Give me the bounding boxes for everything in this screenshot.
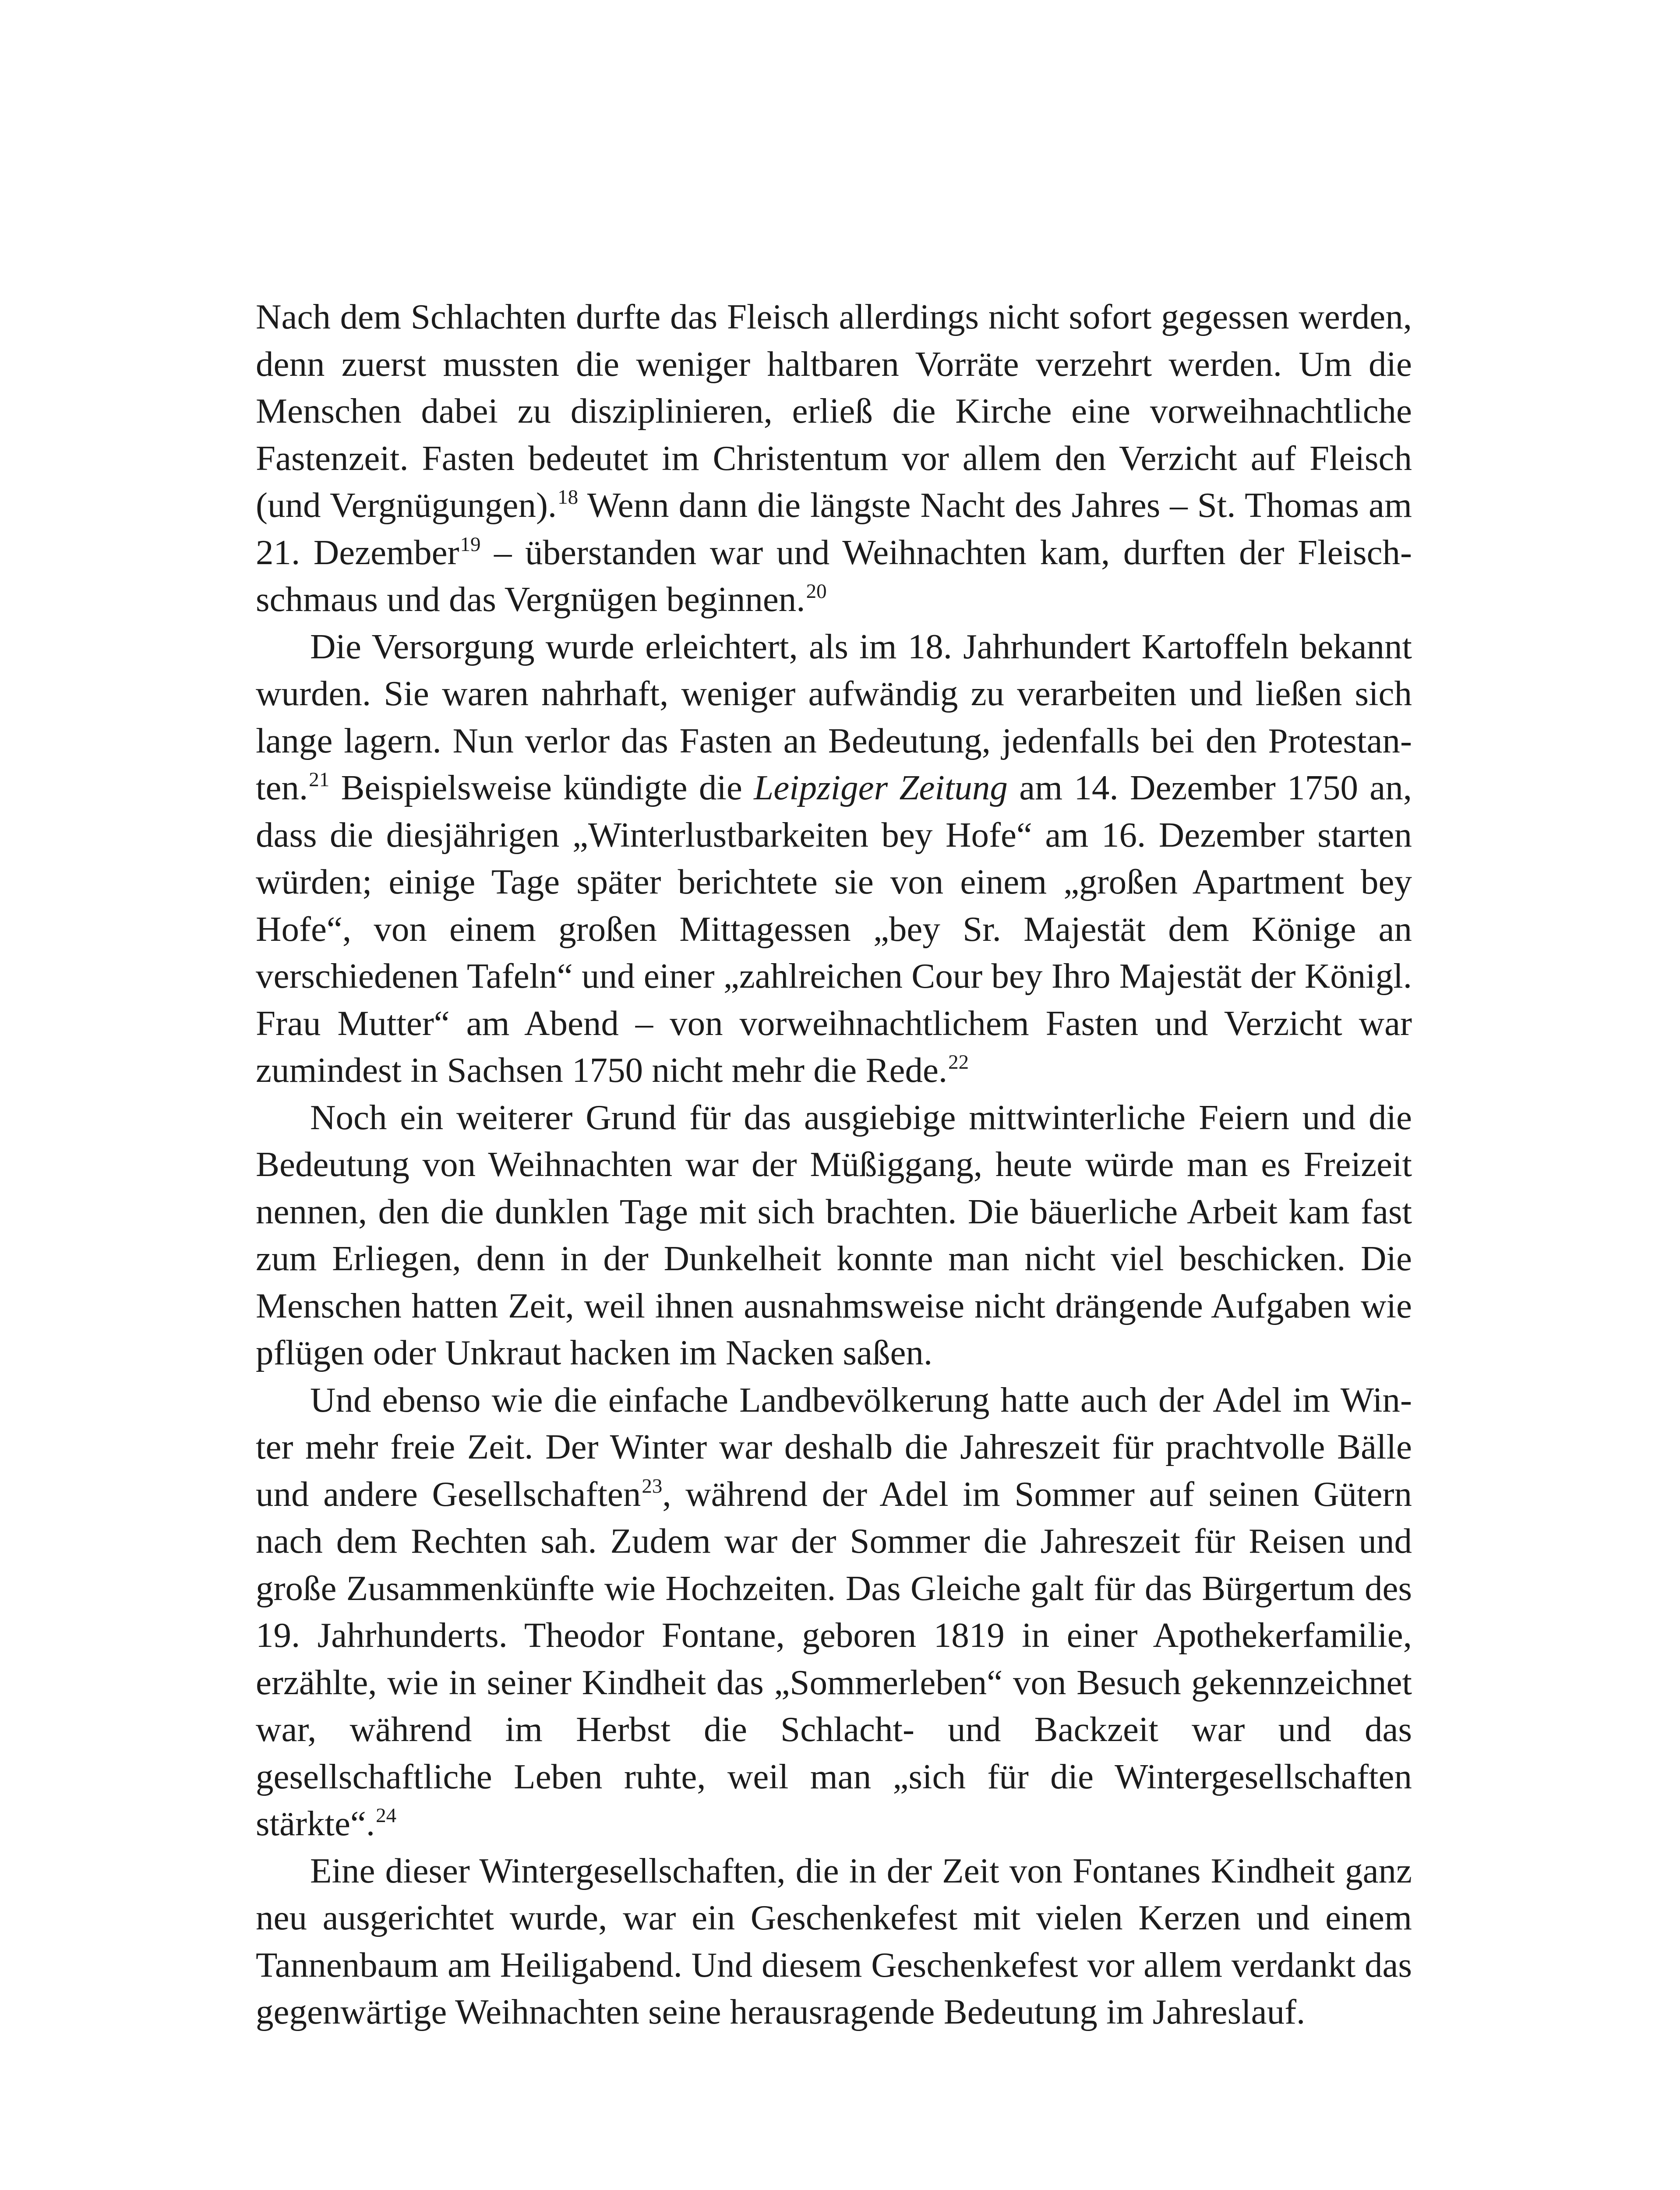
text-run: am 14. Dezember 1750 an, dass die diesjährigen „Winterlustbarkeiten bey Hofe“ am 16. Dezember starten würden; einige Tage später berichtete sie von einem „großen Apartment bey Hofe“, von einem großen Mittagessen „bey Sr. Majestät dem Könige an verschiedenen Tafeln“ und einer „zahlreichen Cour bey Ihro Majestät der Königl. Frau Mutter“ am Abend – von vorweihnachtlichem Fasten und Verzicht war zumindest in Sachsen 1750 nicht mehr die Rede. xyxy=(256,768,1412,1090)
text-run: Nach dem Schlachten durfte das Fleisch allerdings nicht sofort gegessen werden, denn zuerst mussten die weniger haltbaren Vorräte verzehrt werden. Um die Menschen dabei zu disziplinieren, erließ die Kirche eine vorweihnachtliche Fastenzeit. Fasten bedeutet im Christentum vor allem den Verzicht auf Fleisch (und Vergnügungen). xyxy=(256,297,1412,525)
footnote-marker: 22 xyxy=(948,1051,969,1074)
text-run: , während der Adel im Sommer auf seinen Gütern nach dem Rechten sah. Zudem war der Sommer die Jahreszeit für Reisen und große Zusammenkünfte wie Hochzeiten. Das Gleiche galt für das Bürgertum des 19. Jahrhunderts. Theodor Fontane, geboren 1819 in einer Apothekerfamilie, erzählte, wie in seiner Kindheit das „Sommerleben“ von Besuch gekennzeichnet war, während im Herbst die Schlacht- und Backzeit war und das gesellschaftliche Leben ruhte, weil man „sich für die Wintergesellschaften stärkte“. xyxy=(256,1474,1412,1843)
text-run: Und ebenso wie die einfache Landbevölkerung hatte auch der Adel im Winter mehr freie Zeit. Der Winter war deshalb die Jahreszeit für prachtvolle Bälle und andere Gesellschaften xyxy=(256,1380,1412,1514)
text-run: Noch ein weiterer Grund für das ausgiebige mittwinterliche Feiern und die Bedeutung von Weihnachten war der Müßiggang, heute würde man es Freizeit nennen, den die dunklen Tage mit sich brachten. Die bäuerliche Arbeit kam fast zum Erliegen, denn in der Dunkelheit konnte man nicht viel beschicken. Die Menschen hatten Zeit, weil ihnen ausnahmsweise nicht drängende Aufgaben wie pflügen oder Unkraut hacken im Nacken saßen. xyxy=(256,1097,1412,1372)
footnote-marker: 18 xyxy=(558,486,579,509)
paragraph xyxy=(256,1847,1412,2036)
footnote-marker: 20 xyxy=(806,580,827,603)
text-run: Eine dieser Wintergesellschaften, die in der Zeit von Fontanes Kindheit ganz neu ausgerichtet wurde, war ein Geschenkefest mit vielen Kerzen und einem Tannenbaum am Heiligabend. Und diesem Geschenkefest vor allem verdankt das gegenwärtige Weihnachten seine herausragende Bedeutung im Jahreslauf. xyxy=(256,1851,1412,2031)
footnote-marker: 23 xyxy=(642,1474,663,1498)
paragraph xyxy=(256,293,1412,623)
paragraph xyxy=(256,1377,1412,1847)
text-run: Die Versorgung wurde erleichtert, als im 18. Jahrhundert Kartoffeln bekannt wurden. Sie waren nahrhaft, weniger aufwändig zu verarbeiten und ließen sich lange lagern. Nun verlor das Fasten an Bedeutung, jedenfalls bei den Protestanten. xyxy=(256,626,1412,807)
paragraph xyxy=(256,1094,1412,1377)
footnote-marker: 21 xyxy=(309,768,330,791)
text-run: Beispielsweise kündigte die xyxy=(329,768,754,807)
text-run: Wenn dann die längste Nacht des Jahres – St. Thomas am 21. Dezember xyxy=(256,485,1412,572)
italic-title: Leipziger Zeitung xyxy=(754,768,1008,807)
text-run: – überstanden war und Weihnachten kam, durften der Fleischschmaus und das Vergnügen beginnen. xyxy=(256,532,1412,619)
footnote-marker: 19 xyxy=(460,533,481,556)
paragraph xyxy=(256,623,1412,1094)
body-text xyxy=(256,293,1412,2036)
footnote-marker: 24 xyxy=(376,1804,397,1827)
